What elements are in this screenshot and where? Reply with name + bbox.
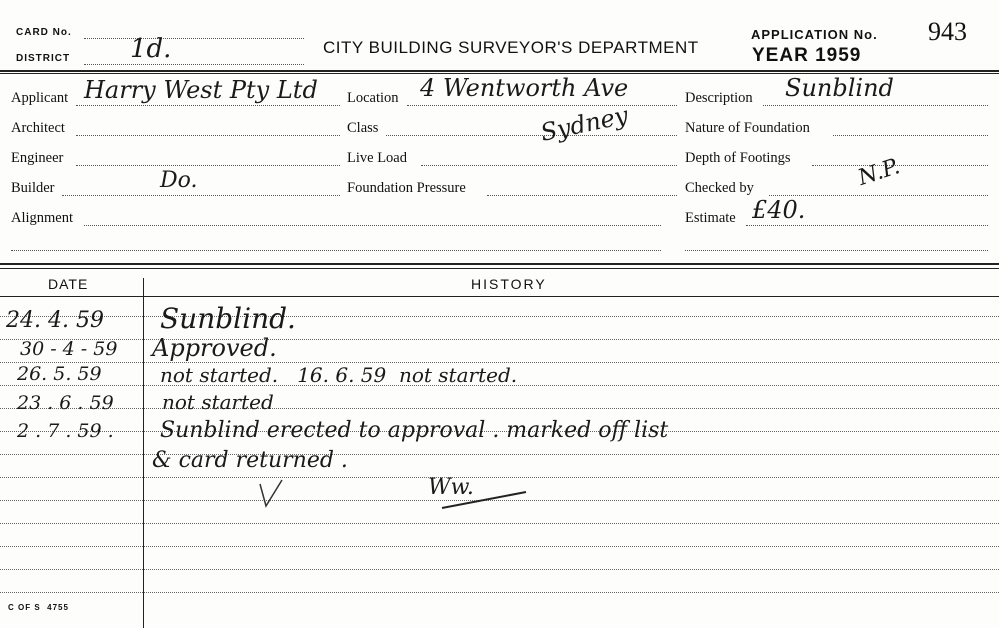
date-header: DATE [48,276,89,292]
class-label: Class [347,120,379,136]
table-row [0,339,999,340]
history-date: 23 . 6 . 59 [17,392,114,414]
description-label: Description [685,90,753,106]
applicant-line [76,105,340,106]
nature-label: Nature of Foundation [685,120,810,136]
location-label: Location [347,90,399,106]
builder-line [62,195,340,196]
class-value: Sydney [538,101,631,147]
district-line [84,64,304,65]
foundation-pressure-line [487,195,677,196]
table-row [0,523,999,524]
description-value: Sunblind [785,74,894,102]
district-value: 1d. [130,34,172,64]
engineer-line [76,165,340,166]
history-rule [0,263,999,265]
live-load-label: Live Load [347,150,407,166]
builder-value: Do. [160,168,198,193]
card-no-label: CARD No. [16,27,72,38]
estimate-value: £40. [752,196,806,224]
live-load-line [421,165,677,166]
extra-line [11,250,661,251]
table-row [0,569,999,570]
depth-label: Depth of Footings [685,150,791,166]
history-date: 24. 4. 59 [6,308,104,333]
alignment-line [84,225,661,226]
department-title: CITY BUILDING SURVEYOR'S DEPARTMENT [323,38,699,57]
engineer-label: Engineer [11,150,64,166]
form-code: C OF S 4755 [8,603,69,612]
history-date: 2 . 7 . 59 . [17,420,114,442]
tick-mark [258,476,288,512]
table-row [0,477,999,478]
date-column-divider [143,278,144,628]
checked-by-value: N.P. [855,154,904,191]
initials-underline [440,488,530,512]
history-header-rule [0,296,999,297]
header-rule [0,70,999,72]
history-text: not started [162,390,274,414]
history-text: & card returned . [152,448,348,473]
table-row [0,546,999,547]
history-date: 26. 5. 59 [17,363,102,385]
checked-by-label: Checked by [685,180,754,196]
table-row [0,316,999,317]
builder-label: Builder [11,180,55,196]
history-rule-2 [0,268,999,269]
table-row [0,592,999,593]
alignment-label: Alignment [11,210,74,226]
estimate-label: Estimate [685,210,736,226]
district-label: DISTRICT [16,53,71,64]
history-text: Sunblind. [160,302,296,335]
card-no-line [84,38,304,39]
depth-line [812,165,988,166]
location-value: 4 Wentworth Ave [420,74,629,102]
architect-line [76,135,340,136]
table-row [0,408,999,409]
history-header: HISTORY [471,276,547,292]
applicant-label: Applicant [11,90,69,106]
foundation-pressure-label: Foundation Pressure [347,180,466,196]
location-line [407,105,677,106]
description-line [763,105,988,106]
architect-label: Architect [11,120,65,136]
history-text: not started. 16. 6. 59 not started. [160,363,518,387]
history-text: Approved. [152,334,277,362]
extra-line-right [685,250,988,251]
estimate-line [746,225,988,226]
history-date: 30 - 4 - 59 [20,338,118,360]
history-text: Sunblind erected to approval . marked off list [160,418,669,443]
class-line [386,135,677,136]
application-no-label: APPLICATION No. [751,27,878,42]
history-initials: Ww. [428,475,474,500]
application-no: 943 [928,17,967,46]
table-row [0,454,999,455]
year-label: YEAR 1959 [752,45,862,66]
applicant-value: Harry West Pty Ltd [84,76,318,104]
nature-line [833,135,988,136]
